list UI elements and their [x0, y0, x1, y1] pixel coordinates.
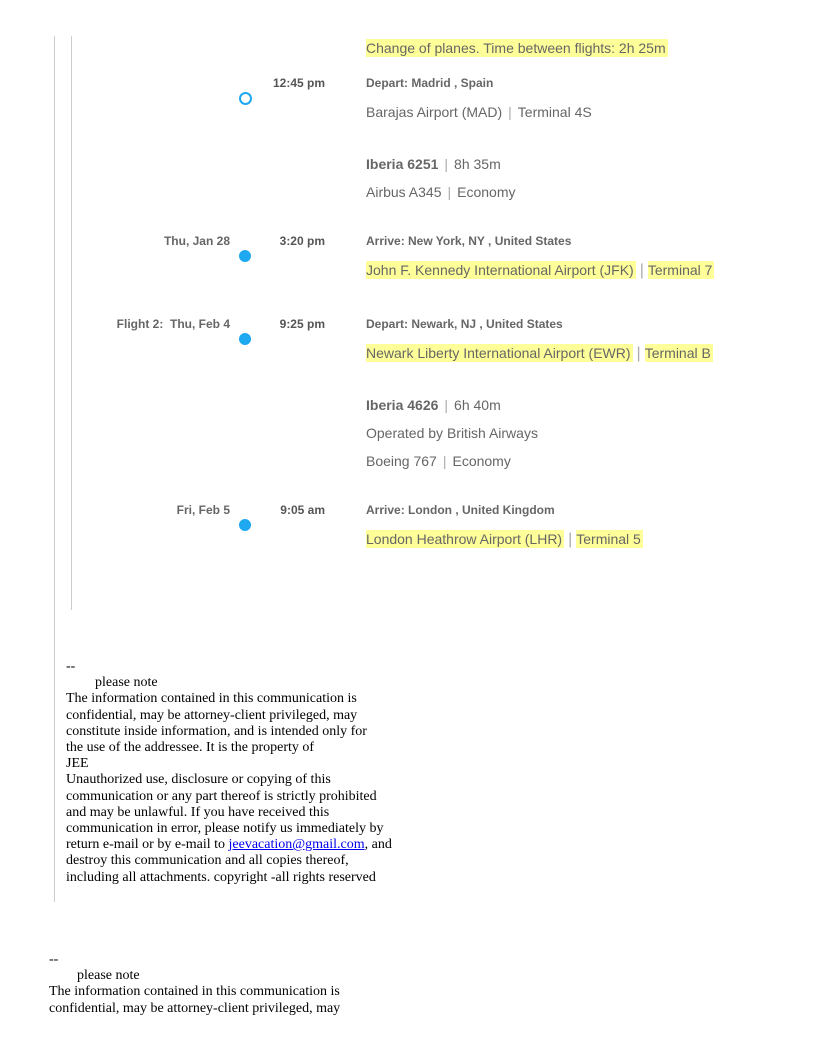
disclaimer-line: communication or any part thereof is strictly prohibited: [66, 788, 377, 804]
flight-number: Iberia 4626: [366, 397, 439, 413]
timeline-dot: [239, 250, 251, 262]
email-prefix: return e-mail or by e-mail to: [66, 837, 229, 853]
disclaimer-line: and may be unlawful. If you have received this: [66, 804, 330, 820]
disclaimer-line: The information contained in this communication is: [66, 691, 357, 707]
disclaimer-line: communication in error, please notify us immediately by: [66, 821, 384, 837]
please-note: please note: [95, 675, 158, 691]
cabin-class: Economy: [457, 184, 516, 200]
terminal: Terminal 5: [576, 531, 641, 547]
aircraft: Airbus A345: [366, 184, 442, 200]
cabin-class: Economy: [452, 453, 511, 469]
flight-number: Iberia 6251: [366, 156, 439, 172]
seg1-depart-heading: Depart: Madrid , Spain: [366, 76, 494, 90]
disclaimer-line: destroy this communication and all copies thereof,: [66, 853, 349, 869]
disclaimer-line: confidential, may be attorney-client privileged, may: [66, 707, 358, 723]
seg2-arrive-location: [366, 531, 643, 549]
seg2-operated-by: Operated by British Airways: [366, 425, 538, 441]
seg2-flight-info: [366, 397, 501, 413]
seg1-depart-time: 12:45 pm: [272, 76, 325, 90]
disclaimer-quoted: [66, 659, 392, 886]
separator: |: [447, 184, 452, 200]
aircraft: Boeing 767: [366, 453, 437, 469]
seg1-arrive-time: 3:20 pm: [279, 234, 325, 248]
disclaimer-email-line: [66, 837, 392, 853]
airport-name: John F. Kennedy International Airport (JFK): [366, 262, 634, 278]
seg1-depart-location: [366, 104, 592, 120]
email-link[interactable]: jeevacation@gmail.com: [228, 837, 365, 853]
seg2-arrive-time: 9:05 am: [280, 503, 325, 517]
airport-name: London Heathrow Airport (LHR): [366, 531, 563, 547]
separator: |: [444, 156, 449, 172]
terminal: Terminal 7: [647, 262, 713, 278]
seg2-arrive-heading: Arrive: London , United Kingdom: [366, 503, 555, 517]
email-suffix: , and: [364, 837, 392, 853]
disclaimer-outer: [49, 952, 340, 1017]
separator: |: [508, 104, 512, 120]
disclaimer-line: including all attachments. copyright -all rights reserved: [66, 869, 376, 885]
seg1-aircraft-info: [366, 184, 516, 200]
disclaimer-line: Unauthorized use, disclosure or copying of this: [66, 772, 331, 788]
layover-text: Change of planes. Time between flights: 2h 25m: [366, 40, 666, 56]
seg2-arrive-date: Fri, Feb 5: [176, 503, 230, 517]
seg1-arrive-heading: Arrive: New York, NY , United States: [366, 234, 572, 248]
seg1-arrive-location: [366, 262, 714, 280]
disclaimer-line: the use of the addressee. It is the property of: [66, 740, 315, 756]
separator: |: [442, 453, 447, 469]
separator: |: [568, 531, 573, 548]
layover-note: [366, 40, 668, 58]
terminal: Terminal 4S: [517, 104, 592, 120]
disclaimer-line: The information contained in this communication is: [49, 984, 340, 1000]
disclaimer-line: JEE: [66, 756, 89, 772]
disclaimer-line: confidential, may be attorney-client privileged, may: [49, 1000, 341, 1016]
timeline-dot: [239, 333, 251, 345]
separator: |: [639, 262, 644, 279]
seg1-arrive-date: Thu, Jan 28: [163, 234, 230, 248]
seg2-depart-heading: Depart: Newark, NJ , United States: [366, 317, 563, 331]
timeline-dot-hollow: [239, 92, 252, 105]
timeline-dot: [239, 519, 251, 531]
flight-duration: 8h 35m: [454, 156, 501, 172]
disclaimer-line: constitute inside information, and is intended only for: [66, 723, 367, 739]
airport-name: Newark Liberty International Airport (EWR): [366, 345, 631, 361]
airport-name: Barajas Airport (MAD): [366, 104, 503, 120]
seg2-depart-time: 9:25 pm: [279, 317, 325, 331]
flight-duration: 6h 40m: [454, 397, 501, 413]
terminal: Terminal B: [644, 345, 711, 361]
seg2-aircraft-info: [366, 453, 511, 469]
please-note: please note: [77, 968, 140, 984]
signature-dashes: --: [66, 659, 76, 674]
signature-dashes: --: [49, 952, 59, 967]
separator: |: [444, 397, 449, 413]
quote-bar-outer: [54, 36, 55, 902]
seg1-flight-info: [366, 156, 501, 172]
seg2-depart-location: [366, 345, 713, 363]
seg2-depart-date: Flight 2: Thu, Feb 4: [116, 317, 230, 331]
separator: |: [636, 345, 641, 362]
